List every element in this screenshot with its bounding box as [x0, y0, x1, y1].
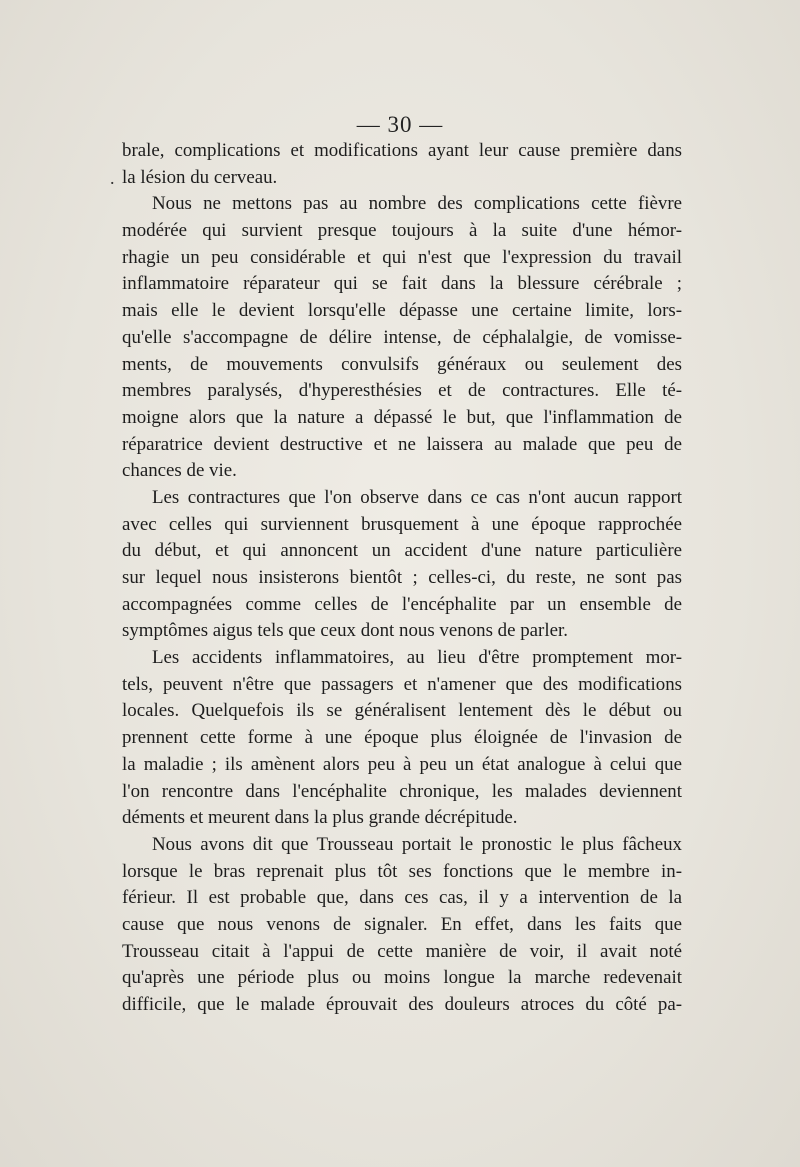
- text-line: symptômes aigus tels que ceux dont nous venons de parler.: [122, 620, 568, 642]
- text-line: tels, peuvent n'être que passagers et n'amener que des modifications: [122, 673, 682, 695]
- text-line: du début, et qui annoncent un accident d'une nature particulière: [122, 540, 682, 562]
- text-line: Nous ne mettons pas au nombre des complications cette fièvre: [152, 193, 682, 215]
- text-line: Les contractures que l'on observe dans ce cas n'ont aucun rapport: [152, 486, 682, 508]
- page-number-header: — 30 —: [356, 112, 444, 137]
- text-line: Trousseau citait à l'appui de cette manière de voir, il avait noté: [122, 940, 682, 962]
- text-line: déments et meurent dans la plus grande décrépitude.: [122, 807, 518, 829]
- text-line: mais elle le devient lorsqu'elle dépasse une certaine limite, lors-: [122, 300, 682, 322]
- text-line: réparatrice devient destructive et ne laissera au malade que peu de: [122, 433, 682, 455]
- margin-mark: .: [110, 168, 115, 188]
- text-line: la maladie ; ils amènent alors peu à peu un état analogue à celui que: [122, 753, 682, 775]
- body-text: [122, 138, 682, 1019]
- text-line: l'on rencontre dans l'encéphalite chronique, les malades deviennent: [122, 780, 682, 802]
- text-line: difficile, que le malade éprouvait des douleurs atroces du côté pa-: [122, 994, 682, 1015]
- text-line: accompagnées comme celles de l'encéphalite par un ensemble de: [122, 593, 682, 615]
- text-line: la lésion du cerveau.: [122, 166, 278, 188]
- text-line: modérée qui survient presque toujours à la suite d'une hémor-: [122, 220, 682, 242]
- text-line: membres paralysés, d'hyperesthésies et de contractures. Elle té-: [122, 380, 682, 402]
- text-line: qu'après une période plus ou moins longue la marche redevenait: [122, 967, 682, 989]
- text-line: inflammatoire réparateur qui se fait dans la blessure cérébrale ;: [122, 273, 682, 295]
- text-line: Nous avons dit que Trousseau portait le pronostic le plus fâcheux: [152, 833, 682, 855]
- text-line: prennent cette forme à une époque plus éloignée de l'invasion de: [122, 727, 682, 749]
- text-line: férieur. Il est probable que, dans ces cas, il y a intervention de la: [122, 887, 682, 909]
- text-line: qu'elle s'accompagne de délire intense, de céphalalgie, de vomisse-: [122, 326, 682, 348]
- text-line: moigne alors que la nature a dépassé le but, que l'inflammation de: [122, 406, 682, 428]
- text-line: sur lequel nous insisterons bientôt ; celles-ci, du reste, ne sont pas: [122, 567, 682, 588]
- text-line: chances de vie.: [122, 460, 237, 482]
- text-line: lorsque le bras reprenait plus tôt ses fonctions que le membre in-: [122, 860, 682, 882]
- text-line: locales. Quelquefois ils se généralisent lentement dès le début ou: [122, 700, 682, 722]
- text-line: avec celles qui surviennent brusquement à une époque rapprochée: [122, 513, 682, 535]
- text-line: cause que nous venons de signaler. En effet, dans les faits que: [122, 913, 682, 935]
- text-line: ments, de mouvements convulsifs généraux ou seulement des: [122, 353, 682, 375]
- text-line: Les accidents inflammatoires, au lieu d'être promptement mor-: [152, 647, 682, 669]
- text-line: rhagie un peu considérable et qui n'est que l'expression du travail: [122, 246, 682, 268]
- text-line: brale, complications et modifications ayant leur cause première dans: [122, 140, 682, 161]
